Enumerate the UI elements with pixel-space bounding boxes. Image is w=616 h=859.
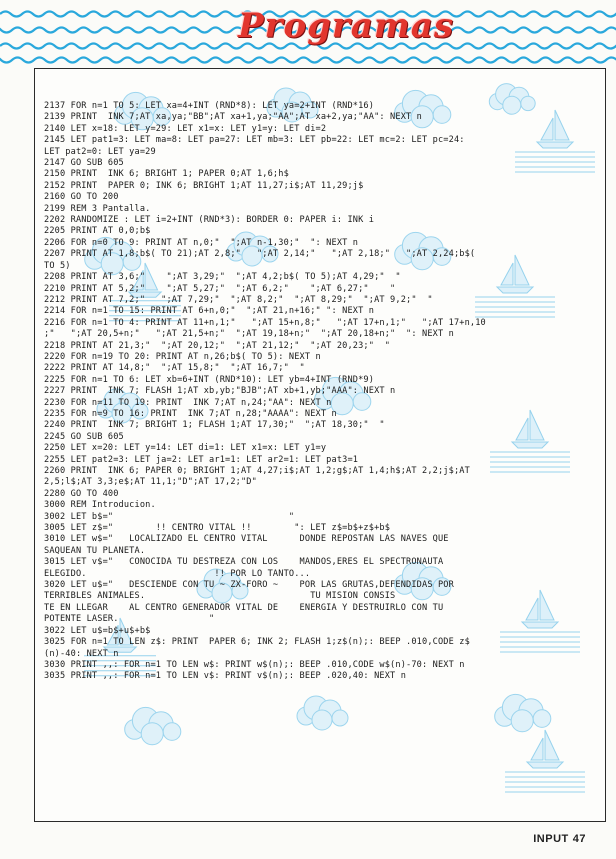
code-line: 2227 PRINT INK 7; FLASH 1;AT xb,yb;"BJB";AT xb+1,yb;"AAA": NEXT n (44, 386, 396, 397)
code-line: 2160 GO TO 200 (44, 192, 119, 203)
code-line: TO 5) (44, 260, 71, 271)
code-line: 2280 GO TO 400 (44, 488, 119, 499)
code-line: 2260 PRINT INK 6; PAPER 0; BRIGHT 1;AT 4,27;i$;AT 1,2;g$;AT 1,4;h$;AT 2,2;j$;AT (44, 466, 470, 476)
cloud-icon (125, 707, 181, 744)
cloud-icon (495, 694, 551, 731)
code-line: 2216 FOR n=1 TO 4: PRINT AT 11+n,1;" ";AT 15+n,8;" ";AT 17+n,1;" ";AT 17+n,10 (44, 317, 486, 328)
code-line: 2220 FOR n=19 TO 20: PRINT AT n,26;b$( TO 5): NEXT n (44, 351, 321, 362)
code-line: 2150 PRINT INK 6; BRIGHT 1; PAPER 0;AT 1,6;h$ (44, 169, 289, 180)
code-line: (n)-40: NEXT n (44, 648, 119, 659)
code-line: SAQUEAN TU PLANETA. (44, 545, 146, 556)
code-line: 2255 LET pat2=3: LET ja=2: LET ar1=1: LET ar2=1: LET pat3=1 (44, 454, 359, 465)
code-line: 2212 PRINT AT 7,2;" ";AT 7,29;" ";AT 8,2;" ";AT 8,29;" ";AT 9,2;" " (44, 294, 433, 305)
code-line: TE EN LLEGAR AL CENTRO GENERADOR VITAL DE ENERGIA Y DESTRUIRLO CON TU (44, 602, 444, 613)
code-line: 2230 FOR n=11 TO 19: PRINT INK 7;AT n,24;"AA": NEXT n (44, 397, 332, 408)
code-line: 3000 REM Introducion. (44, 500, 156, 511)
code-line: 2205 PRINT AT 0,0;b$ (44, 226, 151, 237)
code-line: POTENTE LASER. " (44, 614, 215, 625)
code-line: TERRIBLES ANIMALES. TU MISION CONSIS (44, 591, 396, 602)
code-line: ELEGIDO. !! POR LO TANTO... (44, 568, 311, 579)
code-line: 2240 PRINT INK 7; BRIGHT 1; FLASH 1;AT 17,30;" ";AT 18,30;" " (44, 420, 385, 431)
code-line: 2225 FOR n=1 TO 6: LET xb=6+INT (RND*10): LET yb=4+INT (RND*9) (44, 374, 375, 385)
code-line: 3002 LET b$=" " (44, 511, 295, 522)
code-line: 2222 PRINT AT 14,8;" ";AT 15,8;" ";AT 16,7;" " (44, 363, 305, 374)
code-line: 3005 LET z$=" !! CENTRO VITAL !! ": LET z$=b$+z$+b$ (44, 523, 391, 534)
code-line: 2202 RANDOMIZE : LET i=2+INT (RND*3): BORDER 0: PAPER i: INK i (44, 215, 375, 226)
code-line: 2,5;l$;AT 3,3;e$;AT 11,1;"D";AT 17,2;"D" (44, 477, 257, 488)
code-line: 2235 FOR n=9 TO 16: PRINT INK 7;AT n,28;"AAAA": NEXT n (44, 408, 337, 419)
sailboat-icon (505, 730, 585, 792)
basic-code-listing (44, 101, 600, 683)
code-line: 3015 LET v$=" CONOCIDA TU DESTREZA CON LOS MANDOS,ERES EL SPECTRONAUTA (44, 557, 444, 568)
code-line: 2206 FOR n=0 TO 9: PRINT AT n,0;" ";AT n-1,30;" ": NEXT n (44, 237, 359, 248)
code-line: 3020 LET u$=" DESCIENDE CON TU ~ ZX-FORO ~ POR LAS GRUTAS,DEFENDIDAS POR (44, 580, 454, 591)
page-number: 47 (572, 833, 586, 845)
code-line: 3030 PRINT ,,: FOR n=1 TO LEN w$: PRINT w$(n);: BEEP .010,CODE w$(n)-70: NEXT n (44, 659, 465, 670)
code-line: 2137 FOR n=1 TO 5: LET xa=4+INT (RND*8): LET ya=2+INT (RND*16) (44, 101, 375, 111)
code-line: 2245 GO SUB 605 (44, 431, 124, 442)
code-line: 3025 FOR n=1 TO LEN z$: PRINT PAPER 6; INK 2; FLASH 1;z$(n);: BEEP .010,CODE z$ (44, 637, 470, 648)
code-line: 3035 PRINT ,,: FOR n=1 TO LEN v$: PRINT v$(n);: BEEP .020,40: NEXT n (44, 671, 407, 682)
code-line: LET pat2=0: LET ya=29 (44, 146, 156, 157)
page-footer (533, 833, 586, 845)
code-line: 2145 LET pat1=3: LET ma=8: LET pa=27: LET mb=3: LET pb=22: LET mc=2: LET pc=24: (44, 135, 465, 146)
code-line: 3022 LET u$=b$+u$+b$ (44, 625, 151, 636)
page-title: Programas (238, 6, 455, 46)
magazine-name: INPUT (533, 833, 569, 845)
code-line: 2152 PRINT PAPER 0; INK 6; BRIGHT 1;AT 11,27;i$;AT 11,29;j$ (44, 180, 364, 191)
code-line: 2250 LET x=20: LET y=14: LET di=1: LET x1=x: LET y1=y (44, 443, 327, 454)
code-line: 2218 PRINT AT 21,3;" ";AT 20,12;" ";AT 21,12;" ";AT 20,23;" " (44, 340, 391, 351)
code-line: 2140 LET x=18: LET y=29: LET x1=x: LET y1=y: LET di=2 (44, 123, 327, 134)
code-line: 2208 PRINT AT 3,6;" ";AT 3,29;" ";AT 4,2;b$( TO 5);AT 4,29;" " (44, 272, 401, 283)
code-line: 2199 REM 3 Pantalla. (44, 203, 151, 214)
cloud-icon (297, 696, 348, 730)
code-line: 3010 LET w$=" LOCALIZADO EL CENTRO VITAL DONDE REPOSTAN LAS NAVES QUE (44, 534, 449, 545)
code-line: 2214 FOR n=1 TO 15: PRINT AT 6+n,0;" ";AT 21,n+16;" ": NEXT n (44, 306, 375, 317)
code-line: 2207 PRINT AT 1,8;b$( TO 21);AT 2,8;" ";AT 2,14;" ";AT 2,18;" ";AT 2,24;b$( (44, 249, 476, 260)
code-line: 2210 PRINT AT 5,2;" ";AT 5,27;" ";AT 6,2;" ";AT 6,27;" " (44, 283, 396, 294)
code-line: ;" ";AT 20,5+n;" ";AT 21,5+n;" ";AT 19,18+n;" ";AT 20,18+n;" ": NEXT n (44, 329, 454, 340)
code-line: 2139 PRINT INK 7;AT xa,ya;"BB";AT xa+1,ya;"AA";AT xa+2,ya;"AA": NEXT n (44, 112, 422, 123)
code-line: 2147 GO SUB 605 (44, 158, 124, 169)
